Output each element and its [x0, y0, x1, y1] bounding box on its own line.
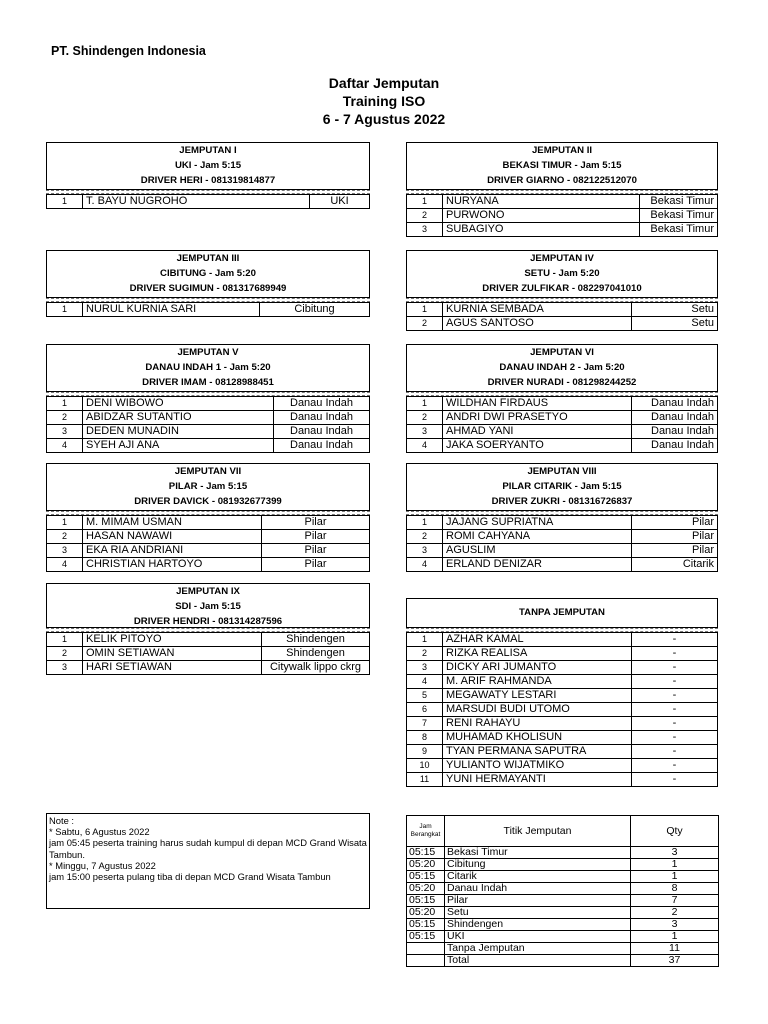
passenger-row — [407, 689, 718, 703]
passenger-row — [407, 717, 718, 731]
row-number: 2 — [47, 411, 83, 425]
group-header — [406, 142, 718, 190]
group-driver: DRIVER GIARNO - 082122512070 — [487, 175, 637, 186]
passenger-row — [407, 439, 718, 453]
passenger-row — [407, 773, 718, 787]
passenger-name: ERLAND DENIZAR — [443, 558, 632, 572]
passenger-name: SYEH AJI ANA — [83, 439, 274, 453]
group-name: JEMPUTAN I — [179, 145, 237, 156]
pickup-location: Bekasi Timur — [640, 223, 718, 237]
passenger-name: DICKY ARI JUMANTO — [443, 661, 632, 675]
passenger-row — [47, 530, 370, 544]
passenger-list — [46, 298, 370, 317]
pickup-location: Danau Indah — [274, 397, 370, 411]
company-name: PT. Shindengen Indonesia — [51, 44, 206, 58]
passenger-name: ANDRI DWI PRASETYO — [443, 411, 632, 425]
row-number: 1 — [407, 397, 443, 411]
header-titik-jemputan: Titik Jemputan — [445, 816, 631, 847]
row-number: 3 — [407, 425, 443, 439]
group-route: BEKASI TIMUR - Jam 5:15 — [502, 160, 622, 171]
passenger-row — [407, 558, 718, 572]
passenger-row — [407, 195, 718, 209]
row-number: 4 — [407, 675, 443, 689]
note-line: jam 05:45 peserta training harus sudah kumpul di depan MCD Grand Wisata Tambun. — [49, 837, 367, 860]
pickup-location: - — [632, 773, 718, 787]
passenger-name: DEDEN MUNADIN — [83, 425, 274, 439]
departure-time: 05:15 — [407, 931, 445, 943]
group-name: JEMPUTAN VI — [530, 347, 594, 358]
passenger-name: AGUSLIM — [443, 544, 632, 558]
pickup-location: - — [632, 689, 718, 703]
group-route: DANAU INDAH 2 - Jam 5:20 — [499, 362, 625, 373]
passenger-name: AZHAR KAMAL — [443, 633, 632, 647]
note-line: jam 15:00 peserta pulang tiba di depan MCD Grand Wisata Tambun — [49, 871, 331, 883]
row-number: 8 — [407, 731, 443, 745]
pickup-point: UKI — [445, 931, 631, 943]
pickup-point: Setu — [445, 907, 631, 919]
document-date: 6 - 7 Agustus 2022 — [322, 111, 446, 127]
passenger-row — [407, 745, 718, 759]
summary-row — [407, 955, 719, 967]
passenger-list — [406, 511, 718, 572]
group-route: PILAR - Jam 5:15 — [168, 481, 248, 492]
quantity: 8 — [631, 883, 719, 895]
group-driver: DRIVER HERI - 081319814877 — [140, 175, 276, 186]
group-driver: DRIVER HENDRI - 081314287596 — [133, 616, 283, 627]
passenger-row — [407, 759, 718, 773]
group-header — [406, 250, 718, 298]
summary-table — [406, 815, 719, 967]
summary-row — [407, 907, 719, 919]
passenger-list — [46, 511, 370, 572]
group-header — [46, 344, 370, 392]
row-number: 1 — [47, 633, 83, 647]
departure-time: 05:15 — [407, 895, 445, 907]
passenger-name: RENI RAHAYU — [443, 717, 632, 731]
pickup-location: - — [632, 661, 718, 675]
passenger-row — [407, 703, 718, 717]
passenger-row — [407, 633, 718, 647]
passenger-row — [47, 397, 370, 411]
departure-time — [407, 943, 445, 955]
passenger-name: HASAN NAWAWI — [83, 530, 262, 544]
document-title: Daftar Jemputan — [328, 75, 440, 91]
group-header — [46, 142, 370, 190]
passenger-row — [47, 195, 370, 209]
group-name: JEMPUTAN II — [531, 145, 593, 156]
departure-time: 05:20 — [407, 883, 445, 895]
passenger-row — [47, 633, 370, 647]
quantity: 3 — [631, 919, 719, 931]
passenger-name: MARSUDI BUDI UTOMO — [443, 703, 632, 717]
passenger-name: YULIANTO WIJATMIKO — [443, 759, 632, 773]
group-name: JEMPUTAN III — [176, 253, 240, 264]
pickup-location: Pilar — [262, 516, 370, 530]
passenger-list — [406, 190, 718, 237]
passenger-row — [407, 223, 718, 237]
note-line: * Minggu, 7 Agustus 2022 — [49, 859, 156, 871]
passenger-list — [406, 392, 718, 453]
group-route: CIBITUNG - Jam 5:20 — [160, 268, 256, 279]
row-number: 4 — [47, 439, 83, 453]
pickup-location: - — [632, 675, 718, 689]
passenger-row — [407, 411, 718, 425]
passenger-name: TYAN PERMANA SAPUTRA — [443, 745, 632, 759]
pickup-point: Bekasi Timur — [445, 847, 631, 859]
group-driver: DRIVER NURADI - 081298244252 — [487, 377, 637, 388]
group-name: JEMPUTAN VII — [174, 466, 242, 477]
group-header — [406, 344, 718, 392]
row-number: 4 — [47, 558, 83, 572]
passenger-name: NURUL KURNIA SARI — [83, 303, 260, 317]
group-route: UKI - Jam 5:15 — [174, 160, 242, 171]
row-number: 1 — [47, 195, 83, 209]
summary-row — [407, 943, 719, 955]
group-route: SETU - Jam 5:20 — [524, 268, 600, 279]
passenger-row — [407, 397, 718, 411]
group-name: JEMPUTAN V — [177, 347, 239, 358]
passenger-row — [47, 411, 370, 425]
note-box — [46, 813, 370, 909]
pickup-location: Danau Indah — [632, 425, 718, 439]
pickup-location: Citywalk lippo ckrg — [262, 661, 370, 675]
pickup-location: - — [632, 745, 718, 759]
passenger-name: EKA RIA ANDRIANI — [83, 544, 262, 558]
passenger-name: OMIN SETIAWAN — [83, 647, 262, 661]
pickup-location: Danau Indah — [632, 439, 718, 453]
row-number: 2 — [47, 647, 83, 661]
pickup-location: Shindengen — [262, 633, 370, 647]
departure-time: 05:20 — [407, 859, 445, 871]
departure-time — [407, 955, 445, 967]
group-header — [46, 463, 370, 511]
row-number: 9 — [407, 745, 443, 759]
passenger-row — [407, 731, 718, 745]
pickup-location: - — [632, 717, 718, 731]
pickup-location: UKI — [310, 195, 370, 209]
group-name: JEMPUTAN VIII — [527, 466, 597, 477]
passenger-list — [46, 628, 370, 675]
passenger-row — [407, 675, 718, 689]
departure-time: 05:20 — [407, 907, 445, 919]
passenger-row — [47, 647, 370, 661]
group-driver: DRIVER DAVICK - 081932677399 — [134, 496, 282, 507]
pickup-location: Pilar — [262, 558, 370, 572]
passenger-list — [46, 392, 370, 453]
pickup-location: Pilar — [262, 544, 370, 558]
pickup-location: Setu — [632, 303, 718, 317]
passenger-name: RIZKA REALISA — [443, 647, 632, 661]
quantity: 3 — [631, 847, 719, 859]
summary-row — [407, 871, 719, 883]
row-number: 2 — [407, 530, 443, 544]
pickup-location: Pilar — [632, 530, 718, 544]
pickup-location: - — [632, 703, 718, 717]
row-number: 6 — [407, 703, 443, 717]
summary-row — [407, 931, 719, 943]
passenger-name: JAJANG SUPRIATNA — [443, 516, 632, 530]
passenger-name: NURYANA — [443, 195, 640, 209]
passenger-name: MEGAWATY LESTARI — [443, 689, 632, 703]
pickup-location: - — [632, 731, 718, 745]
group-driver: DRIVER ZULFIKAR - 082297041010 — [482, 283, 642, 294]
pickup-point: Danau Indah — [445, 883, 631, 895]
passenger-name: M. MIMAM USMAN — [83, 516, 262, 530]
quantity: 7 — [631, 895, 719, 907]
departure-time: 05:15 — [407, 871, 445, 883]
pickup-location: Setu — [632, 317, 718, 331]
passenger-row — [47, 661, 370, 675]
row-number: 1 — [407, 516, 443, 530]
row-number: 1 — [47, 516, 83, 530]
passenger-row — [47, 303, 370, 317]
quantity: 11 — [631, 943, 719, 955]
passenger-row — [407, 516, 718, 530]
passenger-name: T. BAYU NUGROHO — [83, 195, 310, 209]
pickup-point: Tanpa Jemputan — [445, 943, 631, 955]
row-number: 1 — [47, 397, 83, 411]
pickup-point: Cibitung — [445, 859, 631, 871]
pickup-location: Danau Indah — [632, 397, 718, 411]
pickup-point: Pilar — [445, 895, 631, 907]
group-route: DANAU INDAH 1 - Jam 5:20 — [145, 362, 271, 373]
passenger-name: SUBAGIYO — [443, 223, 640, 237]
row-number: 2 — [407, 411, 443, 425]
pickup-location: Danau Indah — [274, 411, 370, 425]
pickup-point: Total — [445, 955, 631, 967]
passenger-row — [47, 544, 370, 558]
passenger-name: AGUS SANTOSO — [443, 317, 632, 331]
row-number: 5 — [407, 689, 443, 703]
quantity: 1 — [631, 931, 719, 943]
passenger-row — [407, 303, 718, 317]
row-number: 3 — [407, 544, 443, 558]
summary-row — [407, 859, 719, 871]
summary-row — [407, 847, 719, 859]
pickup-location: Citarik — [632, 558, 718, 572]
passenger-list — [406, 298, 718, 331]
quantity: 1 — [631, 871, 719, 883]
pickup-location: Bekasi Timur — [640, 209, 718, 223]
summary-row — [407, 919, 719, 931]
passenger-row — [407, 530, 718, 544]
group-header — [46, 583, 370, 628]
passenger-name: ROMI CAHYANA — [443, 530, 632, 544]
pickup-location: Danau Indah — [632, 411, 718, 425]
departure-time: 05:15 — [407, 847, 445, 859]
row-number: 3 — [407, 661, 443, 675]
pickup-location: Pilar — [632, 516, 718, 530]
row-number: 1 — [47, 303, 83, 317]
header-jam-berangkat: Jam Berangkat — [407, 816, 445, 847]
row-number: 3 — [47, 425, 83, 439]
passenger-row — [407, 647, 718, 661]
quantity: 1 — [631, 859, 719, 871]
group-route: SDI - Jam 5:15 — [175, 601, 241, 612]
passenger-row — [407, 209, 718, 223]
passenger-list — [406, 628, 718, 787]
passenger-name: KURNIA SEMBADA — [443, 303, 632, 317]
row-number: 2 — [407, 209, 443, 223]
note-label: Note : — [49, 815, 75, 826]
pickup-location: Pilar — [262, 530, 370, 544]
group-name: TANPA JEMPUTAN — [519, 607, 605, 618]
passenger-name: WILDHAN FIRDAUS — [443, 397, 632, 411]
row-number: 7 — [407, 717, 443, 731]
group-route: PILAR CITARIK - Jam 5:15 — [502, 481, 622, 492]
group-header — [406, 598, 718, 628]
pickup-point: Citarik — [445, 871, 631, 883]
passenger-name: M. ARIF RAHMANDA — [443, 675, 632, 689]
passenger-row — [407, 544, 718, 558]
passenger-name: DENI WIBOWO — [83, 397, 274, 411]
pickup-location: - — [632, 759, 718, 773]
pickup-location: Danau Indah — [274, 425, 370, 439]
row-number: 10 — [407, 759, 443, 773]
passenger-name: CHRISTIAN HARTOYO — [83, 558, 262, 572]
row-number: 4 — [407, 558, 443, 572]
passenger-name: MUHAMAD KHOLISUN — [443, 731, 632, 745]
passenger-name: YUNI HERMAYANTI — [443, 773, 632, 787]
header-qty: Qty — [631, 816, 719, 847]
pickup-location: - — [632, 633, 718, 647]
note-line: * Sabtu, 6 Agustus 2022 — [49, 826, 150, 838]
passenger-row — [47, 558, 370, 572]
passenger-row — [47, 439, 370, 453]
passenger-row — [407, 317, 718, 331]
group-header — [406, 463, 718, 511]
passenger-name: HARI SETIAWAN — [83, 661, 262, 675]
group-driver: DRIVER SUGIMUN - 081317689949 — [129, 283, 287, 294]
summary-header-row — [407, 816, 719, 847]
row-number: 2 — [407, 647, 443, 661]
row-number: 4 — [407, 439, 443, 453]
pickup-location: - — [632, 647, 718, 661]
row-number: 2 — [47, 530, 83, 544]
passenger-name: AHMAD YANI — [443, 425, 632, 439]
pickup-location: Cibitung — [260, 303, 370, 317]
pickup-location: Pilar — [632, 544, 718, 558]
passenger-name: PURWONO — [443, 209, 640, 223]
passenger-list — [46, 190, 370, 209]
row-number: 1 — [407, 303, 443, 317]
passenger-name: ABIDZAR SUTANTIO — [83, 411, 274, 425]
passenger-row — [47, 516, 370, 530]
row-number: 3 — [47, 544, 83, 558]
row-number: 11 — [407, 773, 443, 787]
row-number: 2 — [407, 317, 443, 331]
passenger-row — [407, 661, 718, 675]
passenger-name: KELIK PITOYO — [83, 633, 262, 647]
document-subtitle: Training ISO — [342, 93, 426, 109]
row-number: 3 — [47, 661, 83, 675]
passenger-row — [47, 425, 370, 439]
pickup-location: Bekasi Timur — [640, 195, 718, 209]
row-number: 3 — [407, 223, 443, 237]
pickup-point: Shindengen — [445, 919, 631, 931]
passenger-row — [407, 425, 718, 439]
summary-row — [407, 883, 719, 895]
row-number: 1 — [407, 195, 443, 209]
summary-row — [407, 895, 719, 907]
passenger-name: JAKA SOERYANTO — [443, 439, 632, 453]
group-header — [46, 250, 370, 298]
quantity: 2 — [631, 907, 719, 919]
group-name: JEMPUTAN IX — [176, 586, 240, 597]
departure-time: 05:15 — [407, 919, 445, 931]
group-driver: DRIVER ZUKRI - 081316726837 — [491, 496, 633, 507]
group-driver: DRIVER IMAM - 08128988451 — [142, 377, 274, 388]
quantity: 37 — [631, 955, 719, 967]
row-number: 1 — [407, 633, 443, 647]
group-name: JEMPUTAN IV — [530, 253, 594, 264]
pickup-location: Shindengen — [262, 647, 370, 661]
pickup-location: Danau Indah — [274, 439, 370, 453]
